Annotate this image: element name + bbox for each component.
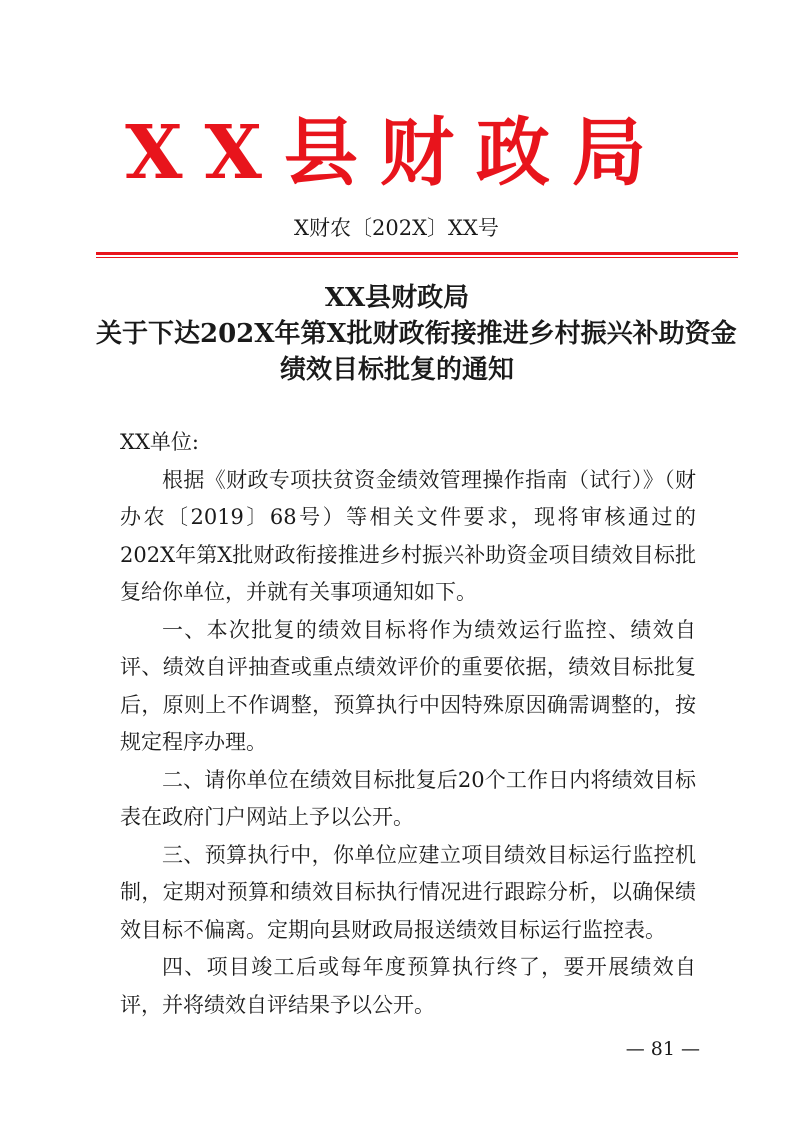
document-number: X财农〔202X〕XX号 (294, 216, 499, 240)
title-line-3: 绩效目标批复的通知 (279, 355, 514, 385)
paragraph-intro: 根据《财政专项扶贫资金绩效管理操作指南（试行）》（财办农〔2019〕68号）等相关文件要求，现将审核通过的202X年第X批财政衔接推进乡村振兴补助资金项目绩效目标批复给你单位，并就有关事项通知如下。 (120, 467, 696, 604)
agency-masthead: XX县财政局 (125, 110, 668, 196)
header-divider-thick (96, 252, 738, 255)
salutation: XX单位: (120, 430, 199, 454)
title-line-1: XX县财政局 (324, 283, 470, 313)
header-divider-thin (96, 257, 738, 258)
notice-title (96, 280, 737, 388)
paragraph-item-4: 四、项目竣工后或每年度预算执行终了，要开展绩效自评，并将绩效自评结果予以公开。 (120, 955, 696, 1017)
paragraph-item-3: 三、预算执行中，你单位应建立项目绩效目标运行监控机制，定期对预算和绩效目标执行情况进行跟踪分析，以确保绩效目标不偏离。定期向县财政局报送绩效目标运行监控表。 (120, 842, 696, 942)
page-number: — 81 — (625, 1038, 700, 1060)
title-line-2: 关于下达202X年第X批财政衔接推进乡村振兴补助资金 (96, 319, 737, 349)
paragraph-item-2: 二、请你单位在绩效目标批复后20个工作日内将绩效目标表在政府门户网站上予以公开。 (120, 767, 696, 829)
paragraph-item-1: 一、本次批复的绩效目标将作为绩效运行监控、绩效自评、绩效自评抽查或重点绩效评价的重要依据，绩效目标批复后，原则上不作调整，预算执行中因特殊原因确需调整的，按规定程序办理。 (120, 617, 696, 754)
notice-body (120, 424, 696, 1024)
